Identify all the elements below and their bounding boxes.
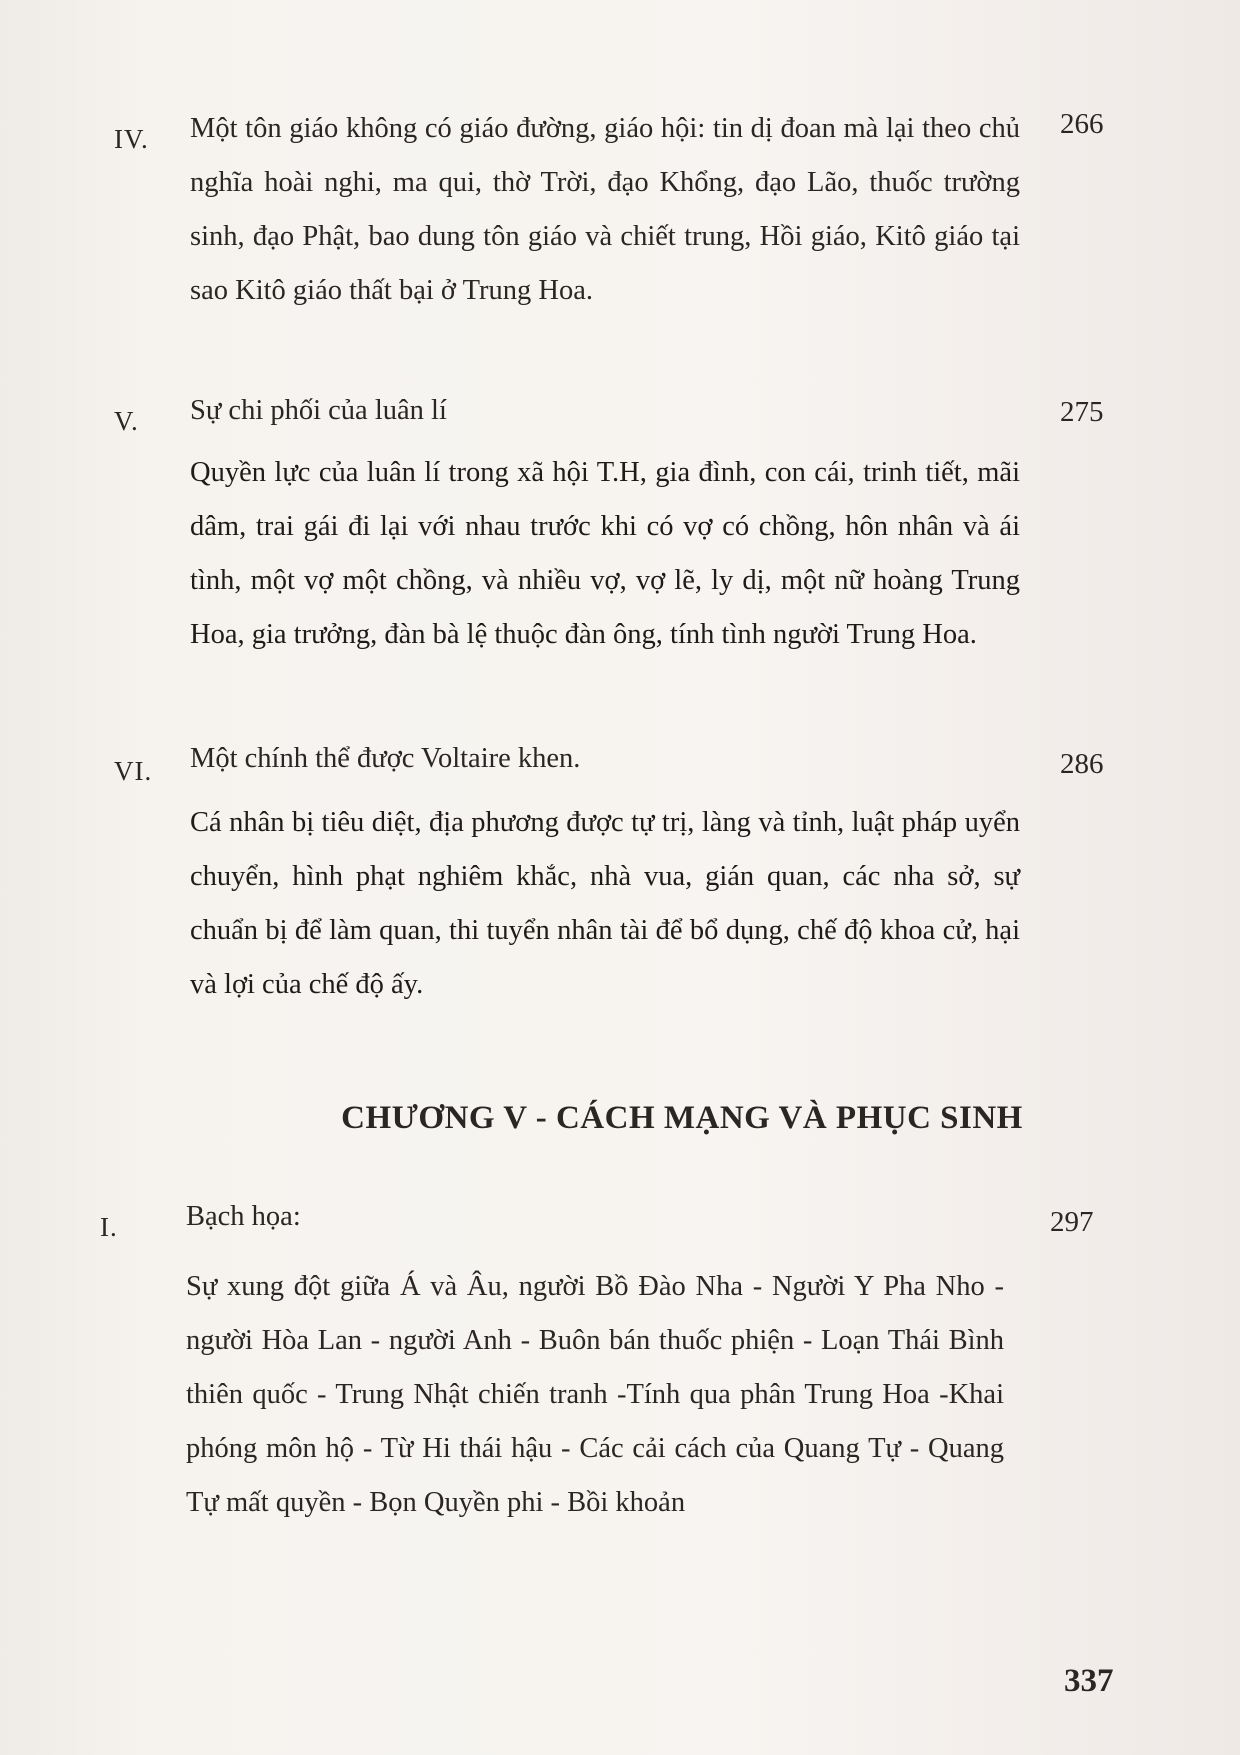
section-title: Sự chi phối của luân lí (190, 395, 447, 426)
page-reference: 297 (1050, 1206, 1094, 1238)
section-title: Một chính thể được Voltaire khen. (190, 743, 581, 774)
chapter-heading (0, 1100, 1240, 1137)
section-title: Bạch họa: (186, 1201, 301, 1232)
section-numeral: I. (100, 1212, 118, 1242)
section-numeral: VI. (114, 756, 153, 786)
page-reference: 275 (1060, 396, 1104, 428)
page-number: 337 (1064, 1663, 1114, 1699)
section-title: Một tôn giáo không có giáo đường, giáo hội: tin dị đoan mà lại theo chủ nghĩa hoài nghi, ma qui, thờ Trời, đạo Khổng, đạo Lão, thuốc trường sinh, đạo Phật, bao dung tôn giáo và chiết trung, Hồi giáo, Kitô giáo tại sao Kitô giáo thất bại ở Trung Hoa. (190, 113, 1020, 306)
page-reference: 266 (1060, 108, 1104, 140)
section-numeral: V. (114, 406, 139, 436)
chapter-heading-text: CHƯƠNG V - CÁCH MẠNG VÀ PHỤC SINH (341, 1100, 1023, 1136)
section-description: Sự xung đột giữa Á và Âu, người Bồ Đào Nha - Người Y Pha Nho - người Hòa Lan - người Anh - Buôn bán thuốc phiện - Loạn Thái Bình thiên quốc - Trung Nhật chiến tranh -Tính qua phân Trung Hoa -Khai phóng môn hộ - Từ Hi thái hậu - Các cải cách của Quang Tự - Quang Tự mất quyền - Bọn Quyền phi - Bồi khoản (186, 1271, 1004, 1518)
section-description: Quyền lực của luân lí trong xã hội T.H, gia đình, con cái, trinh tiết, mãi dâm, trai gái đi lại với nhau trước khi có vợ có chồng, hôn nhân và ái tình, một vợ một chồng, và nhiều vợ, vợ lẽ, ly dị, một nữ hoàng Trung Hoa, gia trưởng, đàn bà lệ thuộc đàn ông, tính tình người Trung Hoa. (190, 457, 1020, 650)
section-numeral: IV. (114, 124, 149, 154)
page-reference: 286 (1060, 748, 1104, 780)
section-description: Cá nhân bị tiêu diệt, địa phương được tự trị, làng và tỉnh, luật pháp uyển chuyển, hình phạt nghiêm khắc, nhà vua, gián quan, các nha sở, sự chuẩn bị để làm quan, thi tuyển nhân tài để bổ dụng, chế độ khoa cử, hại và lợi của chế độ ấy. (190, 807, 1020, 1000)
